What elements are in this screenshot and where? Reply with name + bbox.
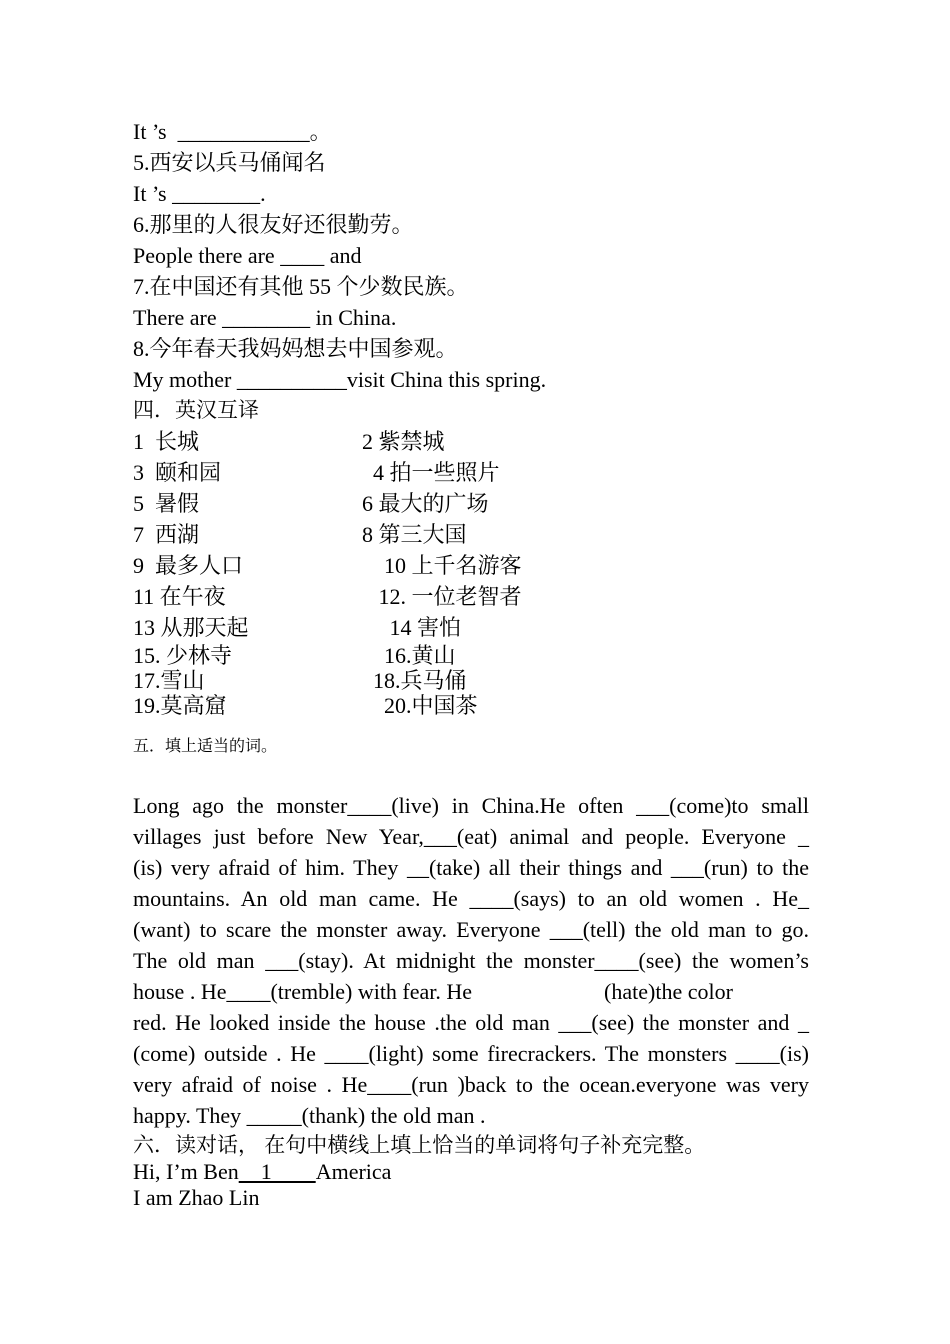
- vocab-item: 10 上千名游客: [362, 553, 522, 578]
- vocab-item: 19.莫高窟: [133, 693, 227, 718]
- exercise-line: 6.那里的人很友好还很勤劳。: [133, 212, 414, 237]
- vocab-item: 13 从那天起: [133, 615, 249, 640]
- vocab-item: 18.兵马俑: [362, 668, 467, 693]
- vocab-item: 20.中国茶: [362, 693, 478, 718]
- cloze-paragraph-line: very afraid of noise . He____(run )back to the ocean.everyone was very: [133, 1072, 809, 1097]
- dialog-suffix: America: [315, 1159, 392, 1184]
- vocab-row: [133, 643, 809, 668]
- dialog-prefix: Hi, I’m Ben: [133, 1159, 239, 1184]
- cloze-paragraph-line: (is) very afraid of him. They __(take) all their things and ___(run) to the: [133, 855, 809, 880]
- vocab-item: 12. 一位老智者: [362, 584, 522, 609]
- translation-lines-block: [133, 116, 809, 395]
- vocab-row: [133, 693, 809, 718]
- cloze-paragraph-line: red. He looked inside the house .the old man ___(see) the monster and _: [133, 1010, 809, 1035]
- vocab-item: 17.雪山: [133, 668, 205, 693]
- fill-blank: 1: [238, 1159, 316, 1184]
- vocab-item: 16.黄山: [362, 643, 456, 668]
- exercise-line: It ’s ____________。: [133, 119, 332, 144]
- cloze-paragraph-line: Long ago the monster____(live) in China.He often ___(come)to small: [133, 793, 809, 818]
- section4-heading: 四．英汉互译: [133, 398, 259, 422]
- vocab-row: [133, 426, 809, 457]
- dialog-line: I am Zhao Lin: [133, 1185, 260, 1210]
- vocab-item: 1 长城: [133, 429, 200, 454]
- vocab-item: 9 最多人口: [133, 553, 244, 578]
- section5-block: [133, 736, 809, 1131]
- vocab-item: 5 暑假: [133, 491, 200, 516]
- section6-block: [133, 1131, 809, 1211]
- cloze-paragraph-line: mountains. An old man came. He ____(says) to an old women . He_: [133, 886, 809, 911]
- vocab-row: [133, 612, 809, 643]
- vocab-item: 7 西湖: [133, 522, 200, 547]
- vocab-item: 3 颐和园: [133, 460, 222, 485]
- vocab-item: 2 紫禁城: [362, 429, 445, 454]
- section6-heading: 六．读对话， 在句中横线上填上恰当的单词将句子补充完整。: [133, 1133, 706, 1157]
- cloze-paragraph-line: happy. They _____(thank) the old man .: [133, 1103, 486, 1128]
- exercise-line: 8.今年春天我妈妈想去中国参观。: [133, 336, 458, 361]
- vocab-item: 4 拍一些照片: [362, 460, 500, 485]
- cloze-paragraph-line: (want) to scare the monster away. Everyone ___(tell) the old man to go.: [133, 917, 809, 942]
- cloze-paragraph-line: (come) outside . He ____(light) some firecrackers. The monsters ____(is): [133, 1041, 809, 1066]
- vocab-item: 6 最大的广场: [362, 491, 489, 516]
- vocab-item: 14 害怕: [362, 615, 462, 640]
- dialog-line: [133, 1159, 809, 1185]
- exercise-line: 5.西安以兵马俑闻名: [133, 150, 326, 175]
- section4-block: [133, 395, 809, 718]
- vocab-row: [133, 519, 809, 550]
- vocab-row: [133, 488, 809, 519]
- vocab-row: [133, 581, 809, 612]
- exercise-line: There are ________ in China.: [133, 305, 397, 330]
- cloze-paragraph-line: house . He____(tremble) with fear. He (hate)the color: [133, 979, 733, 1004]
- vocab-row: [133, 550, 809, 581]
- vocab-item: 11 在午夜: [133, 584, 226, 609]
- exercise-line: My mother __________visit China this spring.: [133, 367, 547, 392]
- vocab-item: 8 第三大国: [362, 522, 467, 547]
- exercise-line: It ’s ________.: [133, 181, 266, 206]
- section5-heading: 五．填上适当的词。: [133, 738, 278, 755]
- cloze-paragraph-line: villages just before New Year,___(eat) animal and people. Everyone _: [133, 824, 809, 849]
- vocab-item: 15. 少林寺: [133, 643, 233, 668]
- document-content: [133, 116, 809, 1211]
- cloze-paragraph-line: The old man ___(stay). At midnight the monster____(see) the women’s: [133, 948, 809, 973]
- vocab-row: [133, 668, 809, 693]
- exercise-line: 7.在中国还有其他 55 个少数民族。: [133, 274, 469, 299]
- exercise-line: People there are ____ and: [133, 243, 362, 268]
- vocab-row: [133, 457, 809, 488]
